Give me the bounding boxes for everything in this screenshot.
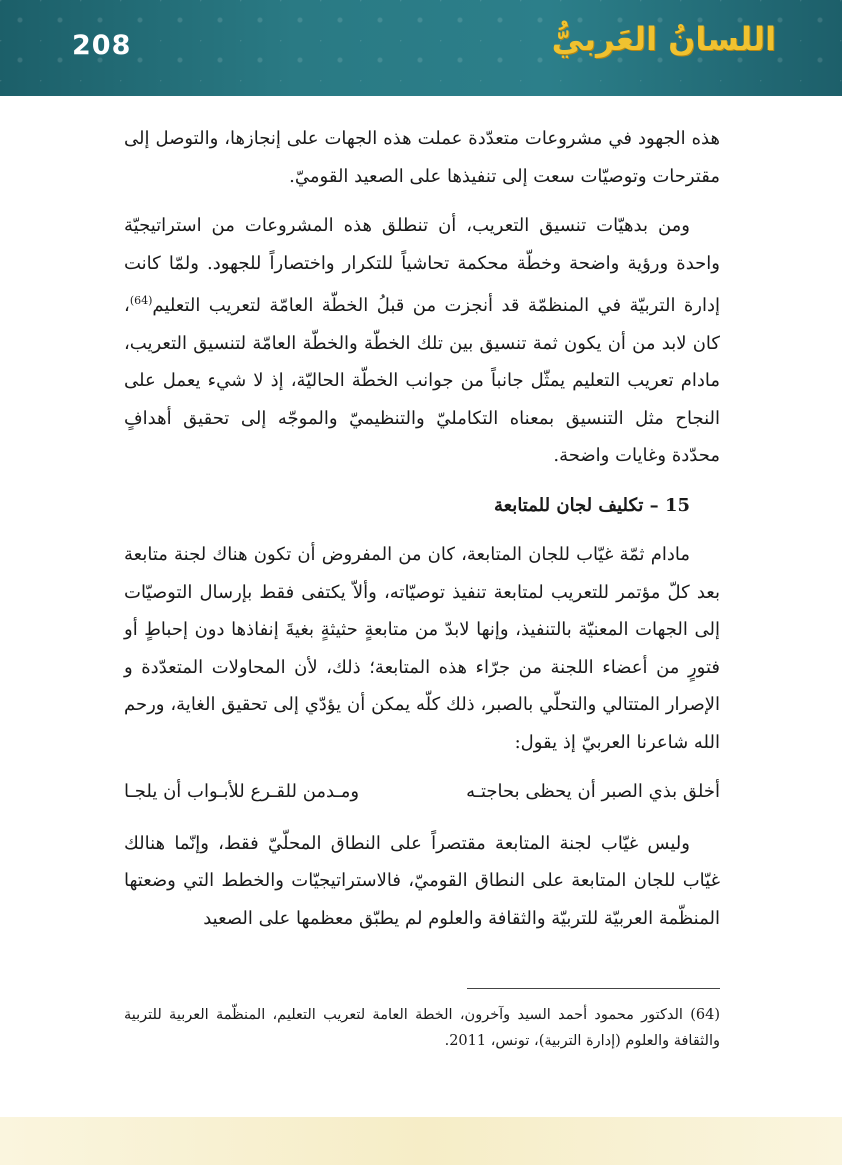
- verse-second-hemistich: ومـدمن للقـرع للأبـواب أن يلجـا: [124, 781, 360, 802]
- poetry-verse: [124, 773, 720, 811]
- journal-logo: اللسانُ العَربيُّ: [551, 20, 776, 58]
- paragraph-3: مادام ثمّة غيّاب للجان المتابعة، كان من المفروض أن تكون هناك لجنة متابعة بعد كلّ مؤتمر للتعريب لمتابعة تنفيذ توصيّاته، وألاّ يكتفى فقط بإرسال التوصيّات إلى الجهات المعنيّة بالتنفيذ، وإنها لابدّ من متابعةٍ حثيثةٍ بغيةَ إنفاذها دون إحباطٍ أو فتورٍ من أعضاء اللجنة من جرّاء هذه المتابعة؛ ذلك، لأن المحاولات المتعدّدة و الإصرار المتتالي والتحلّي بالصبر، ذلك كلّه يمكن أن يؤدّي إلى تحقيق الغاية، ورحم الله شاعرنا العربيّ إذ يقول:: [124, 544, 720, 753]
- paragraph-4: وليس غيّاب لجنة المتابعة مقتصراً على النطاق المحلّيّ فقط، وإنّما هنالك غيّاب للجان المتابعة على النطاق القوميّ، فالاستراتيجيّات والخطط التي وضعتها المنظّمة العربيّة للتربيّة والثقافة والعلوم لم يطبّق معظمها على الصعيد: [124, 832, 720, 929]
- page-header: [0, 0, 842, 96]
- paragraph-2: [124, 207, 720, 475]
- verse-first-hemistich: أخلق بذي الصبر أن يحظى بحاجتـه: [466, 781, 720, 802]
- footnote-ref-64[interactable]: (64): [129, 294, 153, 307]
- paragraph-2-text-a: ومن بدهيّات تنسيق التعريب، أن تنطلق هذه المشروعات من استراتيجيّة واحدة ورؤية واضحة وخطّة محكمة تحاشياً للتكرار واختصاراً للجهود. ولمّا كانت إدارة التربيّة في المنظمّة قد أنجزت من قبلُ الخطّة العامّة لتعريب التعليم: [124, 215, 720, 316]
- section-heading: 15 – تكليف لجان للمتابعة: [493, 494, 690, 516]
- page-number: 208: [72, 30, 132, 61]
- paragraph-1: هذه الجهود في مشروعات متعدّدة عملت هذه الجهات على إنجازها، والتوصل إلى مقترحات وتوصيّات سعت إلى تنفيذها على الصعيد القوميّ.: [124, 128, 720, 187]
- main-text: [124, 120, 720, 949]
- footnote-divider: [467, 988, 720, 989]
- footnote-64: (64) الدكتور محمود أحمد السيد وآخرون، الخطة العامة لتعريب التعليم، المنظّمة العربية للتربية والثقافة والعلوم (إدارة التربية)، تونس، 2011.: [124, 1007, 720, 1049]
- page-footer: [0, 1117, 842, 1165]
- paragraph-2-text-b: ، كان لابد من أن يكون ثمة تنسيق بين تلك الخطّة والخطّة العامّة لتنسيق التعريب، مادام تعريب التعليم يمثّل جانباً من جوانب الخطّة الحاليّة، إذ لا شيء يعمل على النجاح مثل التنسيق بمعناه التكامليّ والتنظيميّ والموجّه إلى تحقيق أهدافٍ محدّدة وغايات واضحة.: [124, 295, 721, 466]
